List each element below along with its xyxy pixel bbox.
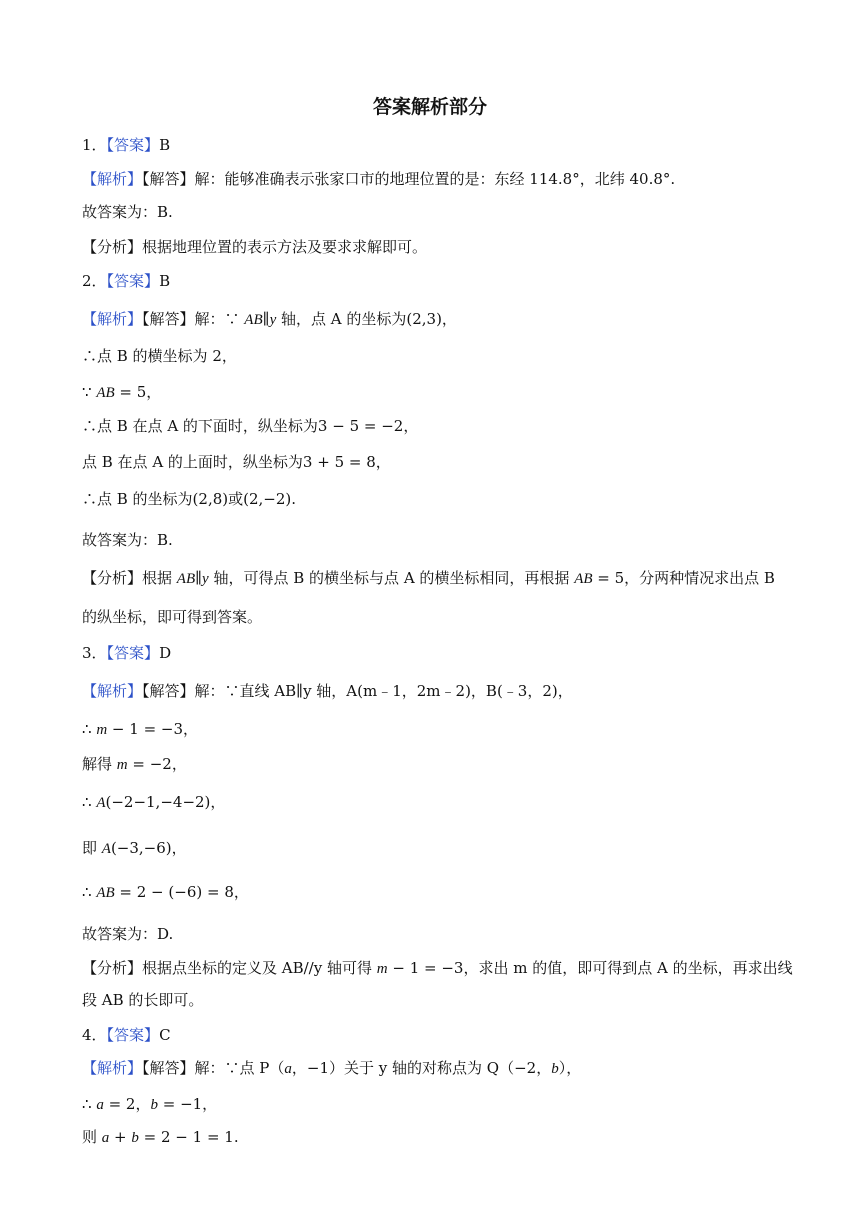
text-segment: + — [109, 1128, 132, 1146]
text-line — [82, 642, 171, 664]
text-segment: (−3,−6)， — [110, 839, 187, 857]
text-line — [82, 270, 170, 292]
text-segment: 3． — [82, 644, 107, 662]
text-segment: − 1 = −3， — [107, 720, 199, 738]
math-variable: AB — [176, 571, 196, 587]
text-line — [82, 1126, 239, 1149]
label-tag: 【解析】 — [82, 310, 143, 328]
text-segment: ∵ — [82, 383, 97, 401]
math-variable: a — [96, 1097, 104, 1113]
text-line — [82, 1057, 581, 1080]
text-segment: ∴ — [82, 793, 97, 811]
label-tag: 【答案】 — [106, 1026, 160, 1044]
text-segment: 【分析】根据点坐标的定义及 AB//y 轴可得 — [82, 959, 377, 977]
text-segment: = −1， — [157, 1095, 218, 1113]
text-line — [82, 201, 173, 223]
text-segment: 2． — [82, 272, 107, 290]
math-variable: y — [202, 571, 209, 587]
label-tag: 【解析】 — [82, 170, 143, 188]
text-segment: ）， — [558, 1059, 582, 1077]
text-line — [82, 680, 573, 702]
text-segment: 段 AB 的长即可。 — [82, 991, 204, 1009]
text-segment: 故答案为：B. — [82, 531, 173, 549]
text-line — [82, 837, 187, 860]
text-segment: 1． — [82, 136, 107, 154]
text-line — [82, 989, 203, 1011]
math-variable: m — [116, 757, 128, 773]
text-segment: = 5，分两种情况求出点 B — [592, 569, 775, 587]
text-line — [82, 1024, 171, 1046]
text-line — [82, 567, 775, 590]
text-segment: ∴点 B 的横坐标为 2， — [82, 347, 237, 365]
math-variable: A — [101, 841, 111, 857]
text-segment: 【分析】根据 — [82, 569, 177, 587]
text-line — [82, 451, 391, 473]
math-variable: a — [101, 1130, 110, 1146]
text-line — [82, 381, 161, 404]
text-segment: B — [159, 272, 171, 290]
label-tag: 【解析】 — [82, 682, 143, 700]
text-line — [82, 488, 296, 510]
text-line — [82, 718, 198, 741]
text-line — [82, 957, 793, 980]
label-tag: 【答案】 — [106, 644, 160, 662]
text-line — [82, 881, 249, 904]
text-segment: 则 — [82, 1128, 102, 1146]
text-line — [82, 345, 237, 367]
text-segment: 轴，点 A 的坐标为(2,3)， — [276, 310, 457, 328]
math-variable: m — [96, 722, 108, 738]
text-segment: ∴ — [82, 883, 97, 901]
math-variable: m — [376, 961, 388, 977]
text-segment: ∴ — [82, 1095, 97, 1113]
text-segment: = 2， — [103, 1095, 151, 1113]
text-segment: 【解答】解：∵ — [142, 310, 245, 328]
label-tag: 【解析】 — [82, 1059, 143, 1077]
text-segment: 故答案为：D. — [82, 925, 174, 943]
text-line — [82, 308, 457, 331]
math-variable: a — [284, 1061, 292, 1077]
text-segment: 【解答】解：能够准确表示张家口市的地理位置的是：东经 114.8°，北纬 40.8°. — [142, 170, 676, 188]
math-variable: b — [131, 1130, 139, 1146]
text-segment: = 5， — [114, 383, 162, 401]
text-segment: 点 B 在点 A 的上面时，纵坐标为3 + 5 = 8， — [82, 453, 391, 471]
text-line — [82, 134, 170, 156]
text-segment: D — [159, 644, 172, 662]
text-segment: 4． — [82, 1026, 107, 1044]
label-tag: 【答案】 — [106, 272, 160, 290]
page-title: 答案解析部分 — [372, 96, 487, 118]
text-segment: 的纵坐标，即可得到答案。 — [82, 608, 263, 626]
math-variable: AB — [96, 885, 115, 901]
text-segment: 即 — [82, 839, 102, 857]
math-variable: AB — [96, 385, 115, 401]
text-segment: 【解答】解：∵直线 AB∥y 轴，A(m﹣1，2m﹣2)，B(﹣3，2)， — [142, 682, 573, 700]
text-segment: = 2 − (−6) = 8， — [114, 883, 249, 901]
text-line — [82, 923, 173, 945]
text-segment: ∴点 B 的坐标为(2,8)或(2,−2). — [82, 490, 297, 508]
label-tag: 【答案】 — [106, 136, 160, 154]
text-segment: B — [159, 136, 171, 154]
text-segment: 解得 — [82, 755, 117, 773]
text-line — [82, 415, 418, 437]
text-segment: ∥ — [195, 569, 203, 587]
text-line — [82, 606, 262, 628]
text-segment: 轴，可得点 B 的横坐标与点 A 的横坐标相同，再根据 — [208, 569, 575, 587]
math-variable: b — [551, 1061, 559, 1077]
text-segment: 故答案为：B. — [82, 203, 173, 221]
text-segment: ∴ — [82, 720, 97, 738]
text-segment: 【分析】根据地理位置的表示方法及要求求解即可。 — [82, 238, 428, 256]
text-segment: C — [159, 1026, 171, 1044]
text-segment: − 1 = −3，求出 m 的值，即可得到点 A 的坐标，再求出线 — [387, 959, 793, 977]
text-segment: = −2， — [127, 755, 187, 773]
text-segment: ∥ — [262, 310, 270, 328]
text-line — [82, 529, 173, 551]
math-variable: AB — [244, 312, 263, 328]
text-line — [82, 791, 225, 814]
text-segment: ∴点 B 在点 A 的下面时，纵坐标为3 − 5 = −2， — [82, 417, 419, 435]
text-line — [82, 1093, 217, 1116]
text-segment: 【解答】解：∵点 P（ — [142, 1059, 285, 1077]
text-segment: ，−1）关于 y 轴的对称点为 Q（−2， — [291, 1059, 552, 1077]
math-variable: A — [96, 795, 106, 811]
math-variable: AB — [574, 571, 593, 587]
text-line — [82, 168, 675, 190]
math-variable: b — [150, 1097, 158, 1113]
text-segment: (−2−1,−4−2)， — [105, 793, 226, 811]
text-segment: = 2 − 1 = 1. — [138, 1128, 239, 1146]
text-line — [82, 753, 187, 776]
math-variable: y — [269, 312, 277, 328]
text-line — [82, 236, 427, 258]
